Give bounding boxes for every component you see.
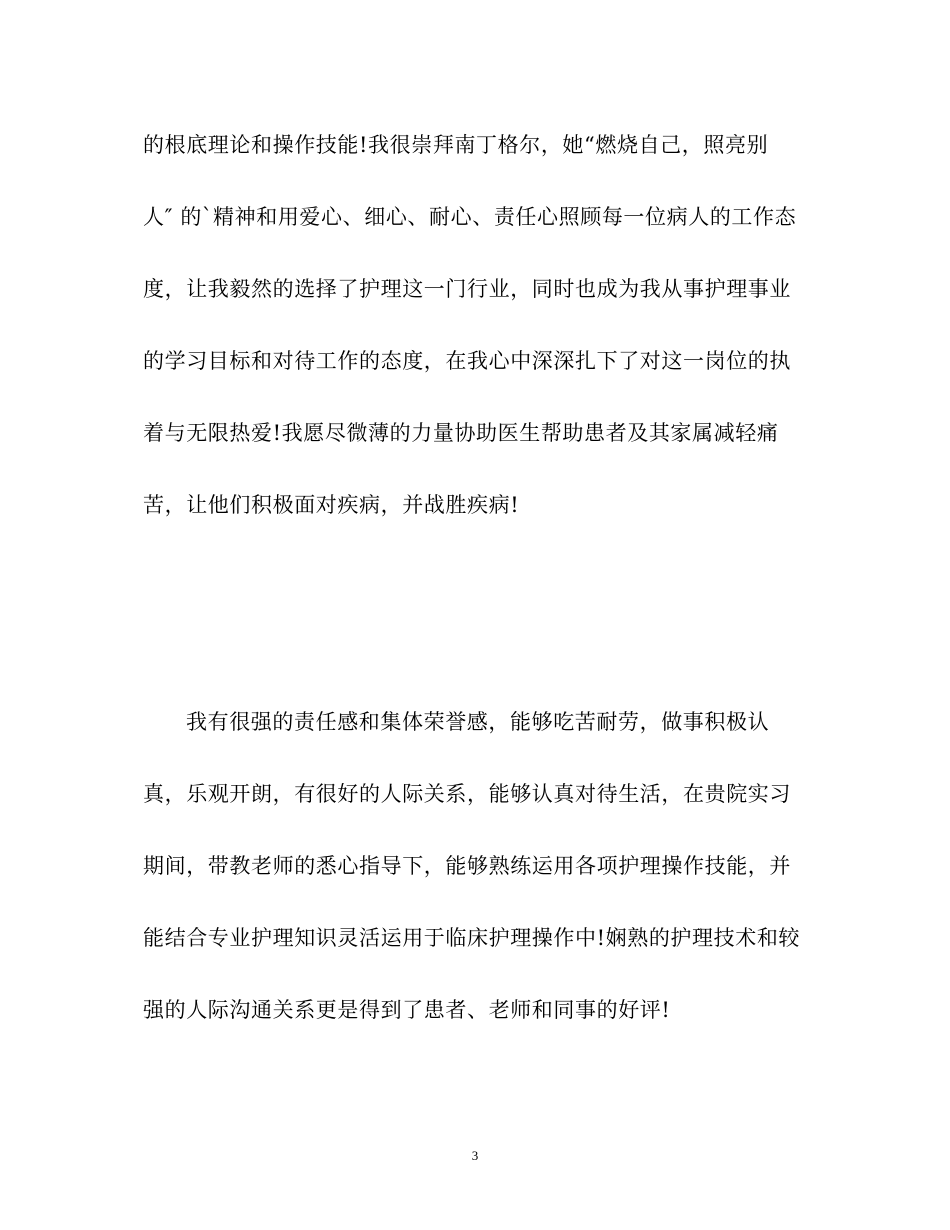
- page-number: 3: [471, 1148, 479, 1163]
- paragraph-2-line-3: 期间，带教老师的悉心指导下，能够熟练运用各项护理操作技能，并: [143, 854, 791, 878]
- paragraph-1-line-6: 苦，让他们积极面对疾病，并战胜疾病!: [143, 493, 520, 517]
- paragraph-1-line-5: 着与无限热爱!我愿尽微薄的力量协助医生帮助患者及其家属减轻痛: [143, 421, 779, 445]
- paragraph-1-line-1: 的根底理论和操作技能!我很崇拜南丁格尔，她“燃烧自己，照亮别: [143, 133, 769, 157]
- paragraph-2-line-1: 我有很强的责任感和集体荣誉感，能够吃苦耐劳，做事积极认: [186, 710, 770, 734]
- paragraph-1-line-4: 的学习目标和对待工作的态度，在我心中深深扎下了对这一岗位的执: [143, 349, 791, 373]
- paragraph-1-line-2: 人″ 的`精神和用爱心、细心、耐心、责任心照顾每一位病人的工作态: [143, 205, 797, 229]
- paragraph-2-line-2: 真，乐观开朗，有很好的人际关系，能够认真对待生活，在贵院实习: [143, 782, 791, 806]
- paragraph-2-line-4: 能结合专业护理知识灵活运用于临床护理操作中!娴熟的护理技术和较: [143, 926, 801, 950]
- paragraph-1-line-3: 度，让我毅然的选择了护理这一门行业，同时也成为我从事护理事业: [143, 277, 791, 301]
- paragraph-2-line-5: 强的人际沟通关系更是得到了患者、老师和同事的好评!: [143, 998, 671, 1022]
